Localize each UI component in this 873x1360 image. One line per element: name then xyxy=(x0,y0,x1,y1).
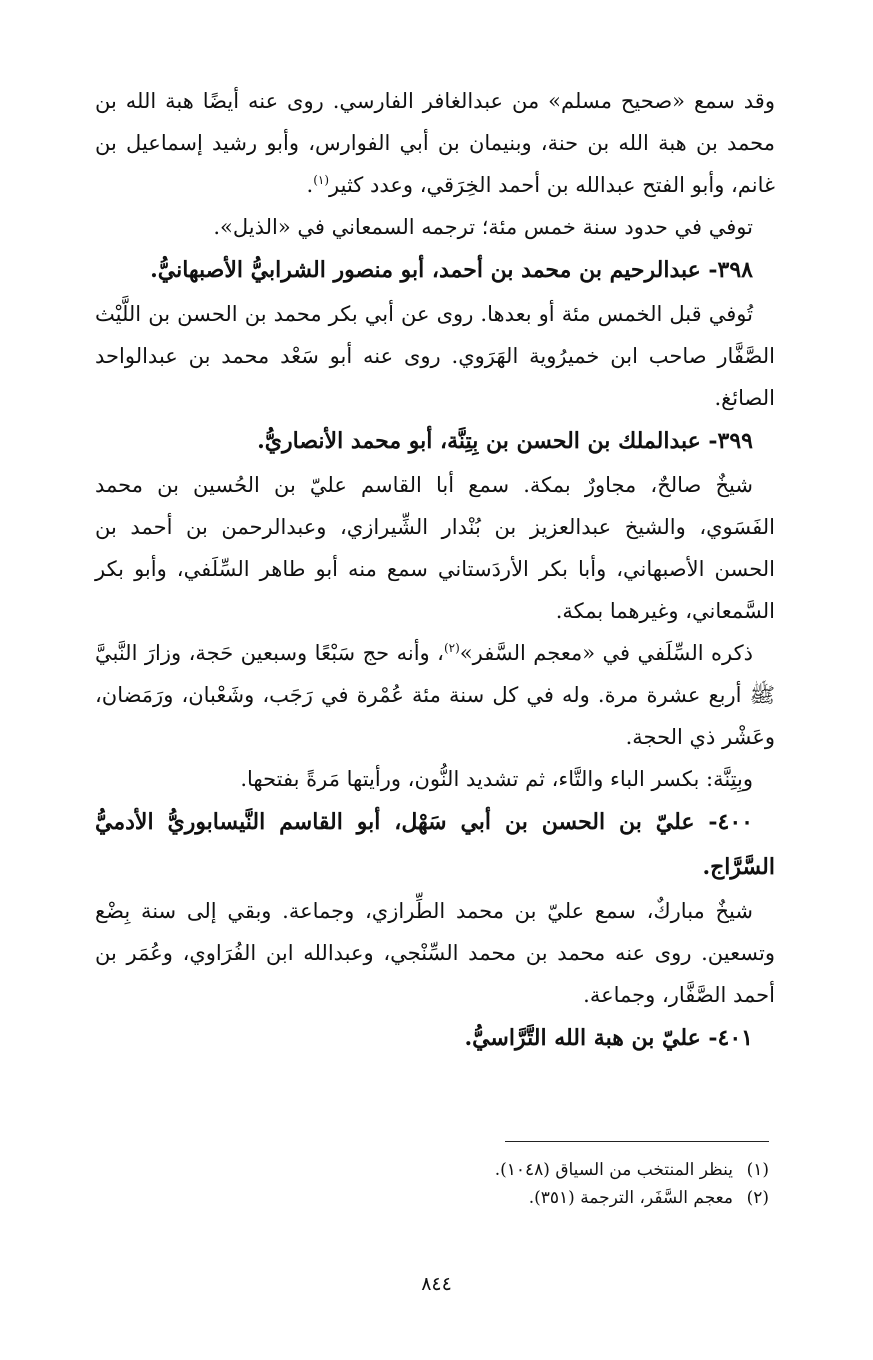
footnote-number: (١) xyxy=(746,1160,769,1180)
paragraph-7: شيخٌ مباركٌ، سمع عليّ بن محمد الطِّرازي، وجماعة. وبقي إلى سنة بِضْع وتسعين. روى عنه محمد بن محمد السِّنْجي، وعبدالله ابن الفُرَاوي، وعُمَر بن أحمد الصَّفَّار، وجماعة. xyxy=(95,899,775,1007)
footnote-number: (٢) xyxy=(746,1188,769,1208)
footnote-text: معجم السَّفَر، الترجمة (٣٥١). xyxy=(528,1188,733,1208)
paragraph-1: وقد سمع «صحيح مسلم» من عبدالغافر الفارسي. روى عنه أيضًا هبة الله بن محمد بن هبة الله بن حنة، وبنيمان بن أبي الفوارس، وأبو رشيد إسماعيل بن غانم، وأبو الفتح عبدالله بن أحمد الخِرَقي، وعدد كثير$^{(١)}$. xyxy=(95,89,775,197)
paragraph-2: توفي في حدود سنة خمس مئة؛ ترجمه السمعاني في «الذيل». xyxy=(213,215,753,239)
footnote-text: ينظر المنتخب من السياق (١٠٤٨). xyxy=(494,1160,733,1180)
footnote-1 xyxy=(169,1156,769,1184)
paragraph-3: تُوفي قبل الخمس مئة أو بعدها. روى عن أبي بكر محمد بن الحسن بن اللَّيْث الصَّفَّار صاحب ابن خميرُوية الهَرَوي. روى عنه أبو سَعْد محمد بن عبدالواحد الصائغ. xyxy=(95,302,775,410)
page-number: ٨٤٤ xyxy=(421,1273,452,1295)
footnote-ref-2[interactable]: (٢) xyxy=(443,641,460,655)
entry-heading-398: ٣٩٨- عبدالرحيم بن محمد بن أحمد، أبو منصور الشرابيُّ الأصبهانيُّ. xyxy=(150,257,753,283)
paragraph-4: شيخٌ صالحٌ، مجاورٌ بمكة. سمع أبا القاسم عليّ بن الحُسين بن محمد الفَسَوي، والشيخ عبدالعزيز بن بُنْدار الشِّيرازي، وعبدالرحمن بن أحمد بن الحسن الأصبهاني، وأبا بكر الأردَستاني سمع منه أبو طاهر السِّلَفي، وأبو بكر السَّمعاني، وغيرهما بمكة. xyxy=(95,473,775,623)
entry-heading-399: ٣٩٩- عبدالملك بن الحسن بن بِتِنَّة، أبو محمد الأنصاريُّ. xyxy=(257,428,753,454)
footnotes xyxy=(169,1156,769,1212)
paragraph-5: ذكره السِّلَفي في «معجم السَّفر»$^{(٢)}$، وأنه حج سَبْعًا وسبعين حَجة، وزارَ النَّبيَّ ﷺ أربع عشرة مرة. وله في كل سنة مئة عُمْرة في رَجَب، وشَعْبان، ورَمَضان، وعَشْر ذي الحجة. xyxy=(95,641,775,749)
footnote-divider xyxy=(505,1141,769,1142)
entry-heading-401: ٤٠١- عليّ بن هبة الله التَّرَّاسيُّ. xyxy=(464,1025,753,1051)
entry-heading-400: ٤٠٠- عليّ بن الحسن بن أبي سَهْل، أبو القاسم النَّيسابوريُّ الأدميُّ السَّرَّاج. xyxy=(95,809,775,880)
main-text xyxy=(95,80,775,1061)
paragraph-6: وبِتِنَّة: بكسر الباء والتَّاء، ثم تشديد النُّون، ورأيتها مَرةً بفتحها. xyxy=(240,767,753,791)
footnote-2 xyxy=(169,1184,769,1212)
footnote-ref-1[interactable]: (١) xyxy=(313,173,330,187)
